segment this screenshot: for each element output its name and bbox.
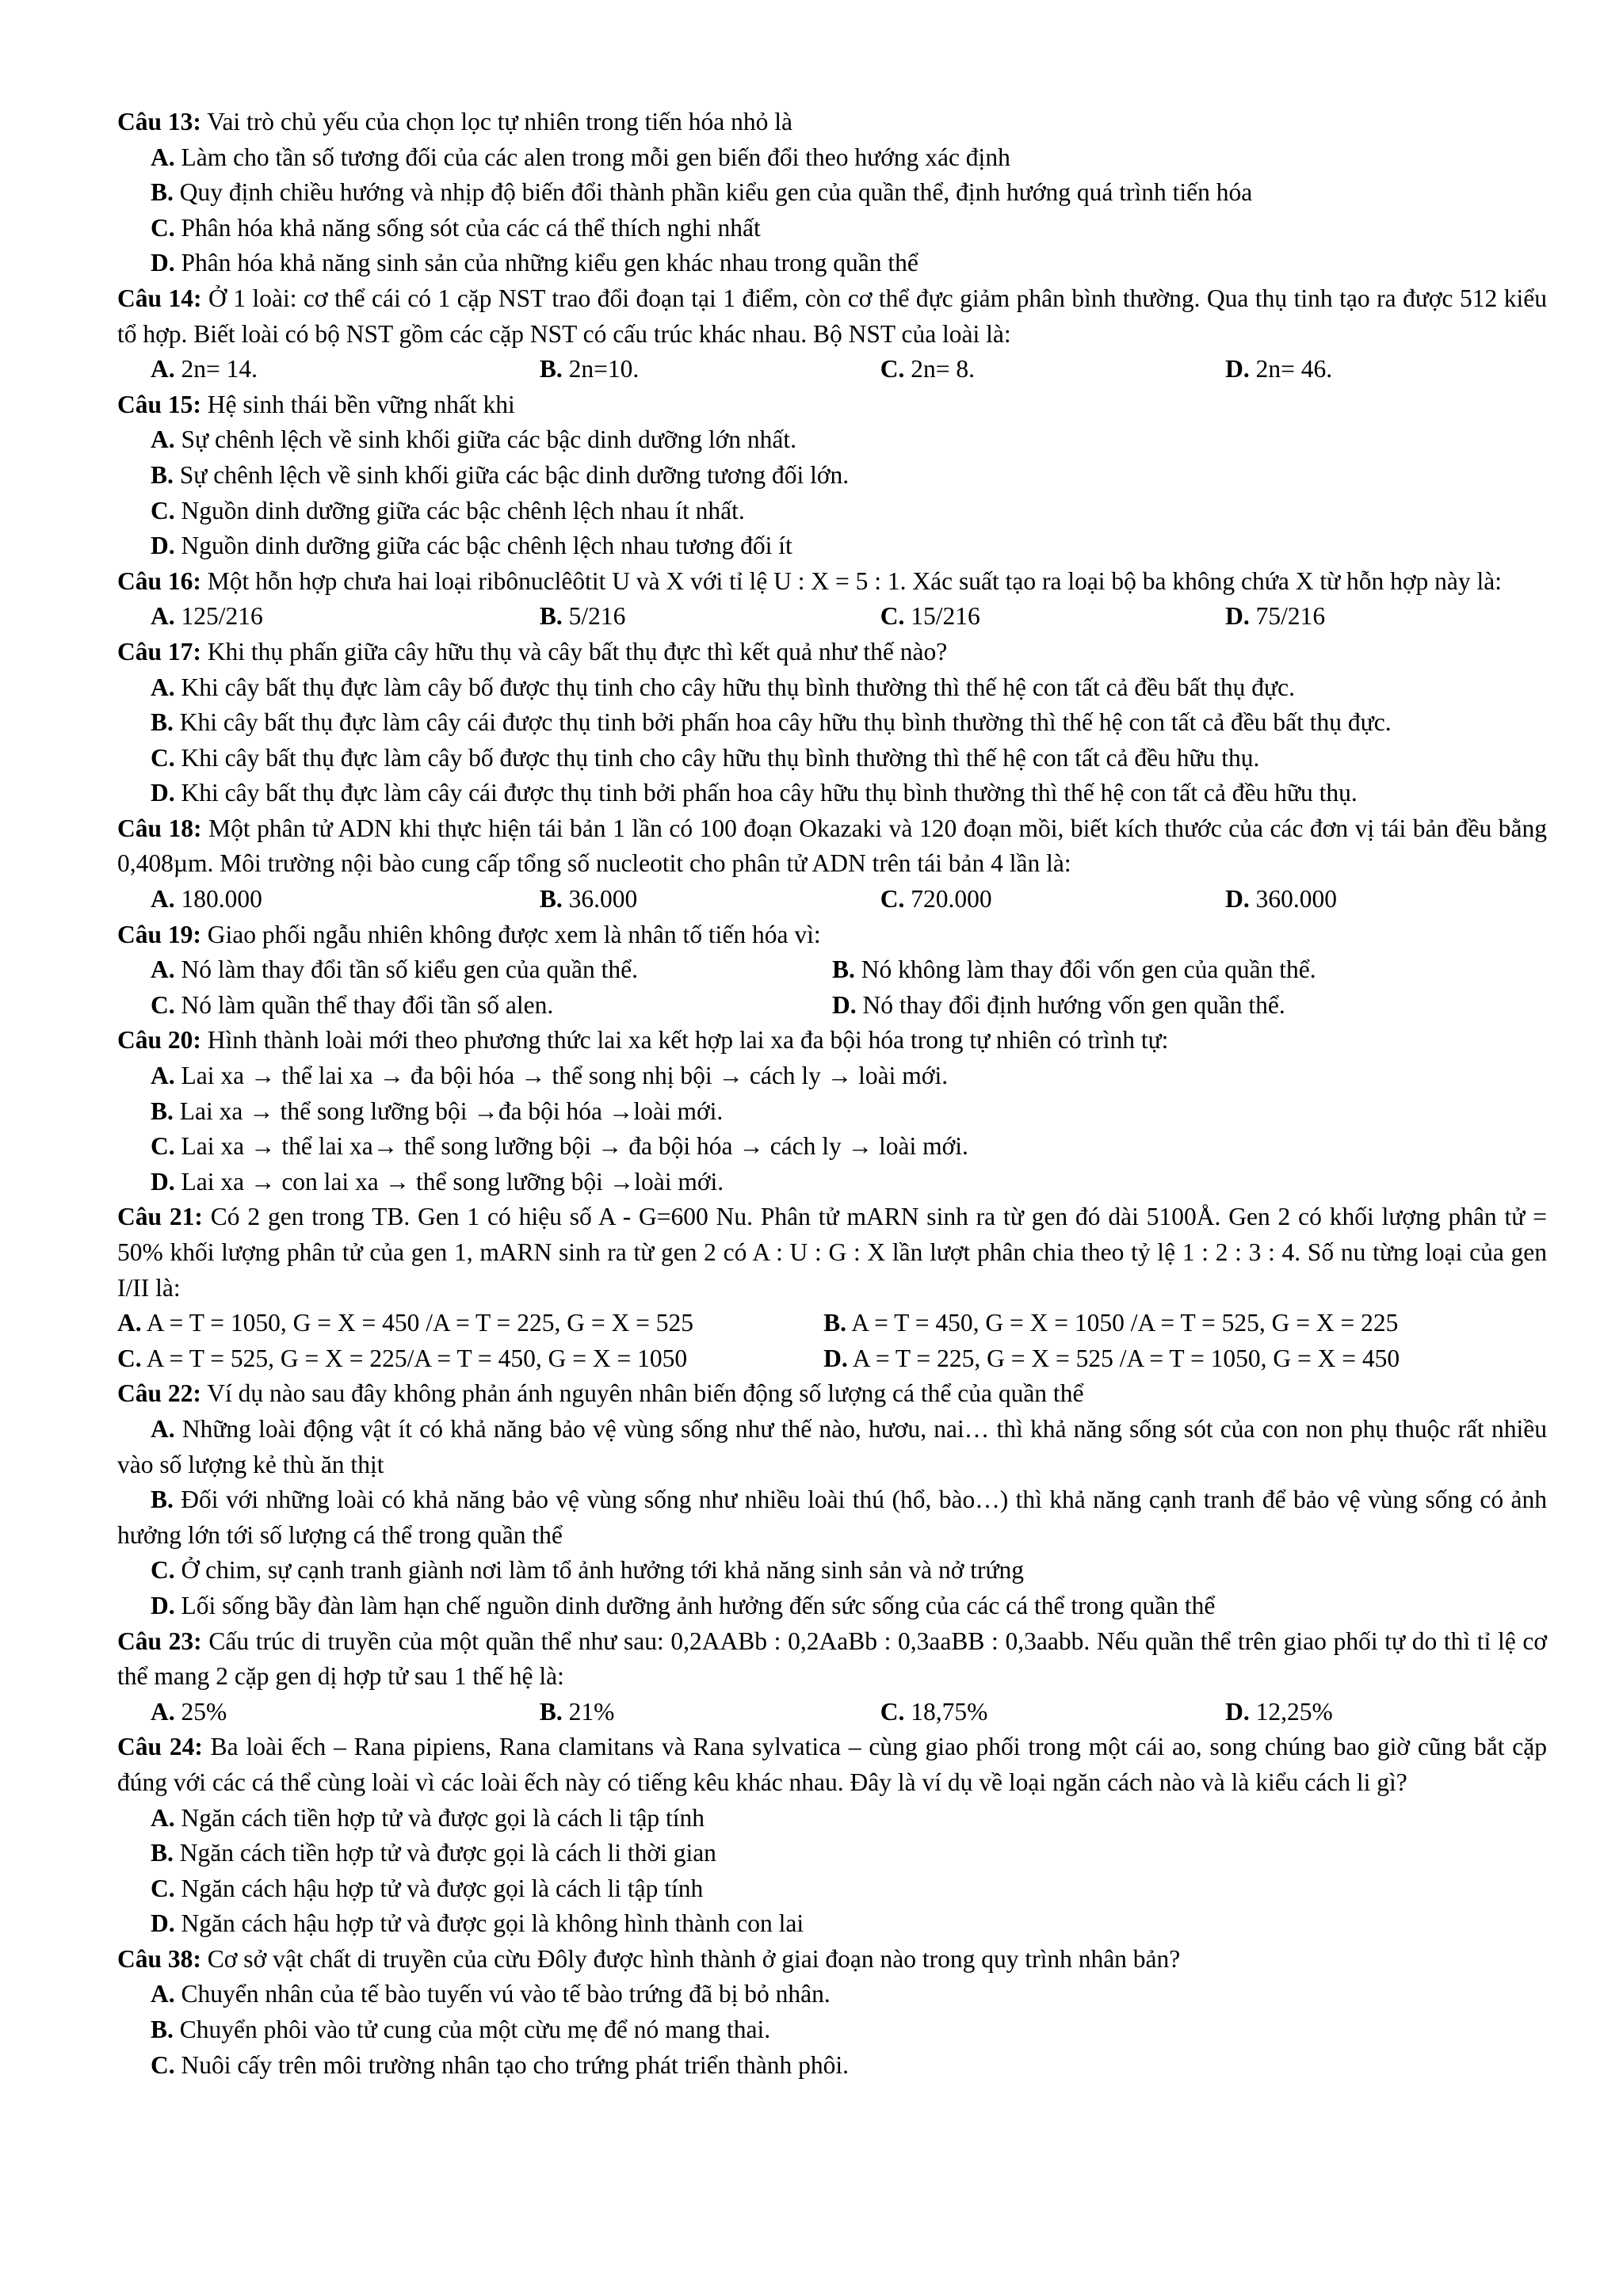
- option-text: 15/216: [904, 602, 980, 631]
- question-18-option-d: [1192, 882, 1547, 917]
- question-16-stem: [117, 564, 1547, 600]
- question-20-stem: [117, 1023, 1547, 1058]
- question-23-stem: [117, 1624, 1547, 1695]
- option-text: Sự chênh lệch về sinh khối giữa các bậc dinh dưỡng tương đối lớn.: [173, 460, 850, 489]
- question-24: [117, 1730, 1547, 1942]
- option-text: 360.000: [1249, 885, 1337, 913]
- option-letter: D.: [1225, 1697, 1250, 1726]
- option-text: 5/216: [562, 602, 626, 631]
- question-38-stem: [117, 1942, 1547, 1978]
- option-text: Nó thay đổi định hướng vốn gen quần thể.: [856, 990, 1285, 1019]
- option-letter: B.: [151, 1839, 174, 1867]
- option-text: Lối sống bầy đàn làm hạn chế nguồn dinh dưỡng ảnh hưởng đến sức sống của các cá thể trong quần thể: [174, 1591, 1216, 1619]
- question-22-number: Câu 22:: [117, 1379, 201, 1408]
- question-18-option-b: [506, 882, 847, 917]
- option-text: Khi cây bất thụ đực làm cây cái được thụ tinh bởi phấn hoa cây hữu thụ bình thường thì thế hệ con tất cả đều bất thụ đực.: [173, 708, 1392, 737]
- question-16: [117, 564, 1547, 635]
- option-text: Quy định chiều hướng và nhịp độ biến đổi thành phần kiểu gen của quần thể, định hướng quá trình tiến hóa: [173, 178, 1253, 207]
- question-19-options-row-1: [117, 952, 1547, 988]
- question-24-option-c: [117, 1871, 1547, 1907]
- question-18-option-a: [117, 882, 506, 917]
- question-20-text: Hình thành loài mới theo phương thức lai xa kết hợp lai xa đa bội hóa trong tự nhiên có trình tự:: [200, 1026, 1169, 1055]
- question-17-option-d: [117, 776, 1547, 811]
- option-text: 12,25%: [1249, 1697, 1333, 1726]
- option-letter: A.: [151, 1414, 175, 1443]
- question-22: [117, 1376, 1547, 1623]
- question-19-number: Câu 19:: [117, 920, 201, 948]
- question-15-option-b: [117, 458, 1547, 494]
- question-14-stem: [117, 281, 1547, 352]
- question-21-options-row-1: [117, 1306, 1547, 1341]
- option-letter: B.: [539, 885, 563, 913]
- option-text: Khi cây bất thụ đực làm cây cái được thụ tinh bởi phấn hoa cây hữu thụ bình thường thì thế hệ con tất cả đều hữu thụ.: [174, 779, 1358, 807]
- option-letter: A.: [117, 1309, 142, 1337]
- question-38-number: Câu 38:: [117, 1944, 201, 1973]
- question-17-text: Khi thụ phấn giữa cây hữu thụ và cây bất thụ đực thì kết quả như thế nào?: [200, 637, 948, 666]
- option-letter: C.: [117, 1344, 142, 1372]
- option-letter: A.: [151, 355, 175, 383]
- option-text: Những loài động vật ít có khả năng bảo vệ vùng sống như thế nào, hươu, nai… thì khả năng sống sót của con non phụ thuộc rất nhiều vào số lượng kẻ thù ăn thịt: [117, 1414, 1547, 1478]
- option-letter: B.: [151, 1486, 174, 1514]
- option-text: 2n= 46.: [1249, 355, 1333, 383]
- option-text: Lai xa → thể song lưỡng bội →đa bội hóa →loài mới.: [173, 1097, 724, 1125]
- question-17-option-b: [117, 705, 1547, 741]
- question-15-number: Câu 15:: [117, 390, 201, 418]
- question-23-option-b: [506, 1695, 847, 1730]
- option-letter: A.: [151, 1062, 175, 1090]
- question-13-option-c: [117, 211, 1547, 246]
- question-18-stem: [117, 811, 1547, 882]
- question-19-options-row-2: [117, 988, 1547, 1024]
- option-letter: D.: [832, 990, 857, 1019]
- question-15-option-a: [117, 422, 1547, 458]
- question-20: [117, 1023, 1547, 1199]
- option-text: 720.000: [904, 885, 992, 913]
- option-text: 180.000: [174, 885, 262, 913]
- option-letter: A.: [151, 673, 175, 701]
- option-letter: A.: [151, 143, 175, 171]
- option-text: Nó làm thay đổi tần số kiểu gen của quần thể.: [174, 955, 638, 984]
- option-letter: D.: [151, 1167, 175, 1196]
- option-letter: D.: [1225, 355, 1250, 383]
- option-text: Làm cho tần số tương đối của các alen trong mỗi gen biến đổi theo hướng xác định: [174, 143, 1010, 171]
- option-text: Phân hóa khả năng sinh sản của những kiểu gen khác nhau trong quần thể: [174, 249, 918, 277]
- option-letter: B.: [151, 178, 174, 207]
- option-letter: A.: [151, 1697, 175, 1726]
- question-16-option-b: [506, 599, 847, 635]
- option-text: 2n=10.: [562, 355, 640, 383]
- question-20-option-c: [117, 1129, 1547, 1165]
- question-17-stem: [117, 635, 1547, 670]
- question-20-number: Câu 20:: [117, 1026, 201, 1055]
- option-text: Khi cây bất thụ đực làm cây bố được thụ tinh cho cây hữu thụ bình thường thì thế hệ con tất cả đều bất thụ đực.: [174, 673, 1295, 701]
- question-22-stem: [117, 1376, 1547, 1412]
- option-text: A = T = 450, G = X = 1050 /A = T = 525, G = X = 225: [846, 1309, 1399, 1337]
- option-letter: D.: [151, 249, 175, 277]
- question-21-number: Câu 21:: [117, 1203, 203, 1231]
- question-23-option-d: [1192, 1695, 1547, 1730]
- question-14: [117, 281, 1547, 387]
- question-16-option-c: [847, 599, 1192, 635]
- question-14-options: [117, 352, 1547, 387]
- option-letter: A.: [151, 1803, 175, 1832]
- question-15-text: Hệ sinh thái bền vững nhất khi: [200, 390, 515, 418]
- question-18-option-c: [847, 882, 1192, 917]
- question-38: [117, 1942, 1547, 2083]
- question-23-option-a: [117, 1695, 506, 1730]
- question-21-options-row-2: [117, 1341, 1547, 1377]
- question-17-option-c: [117, 741, 1547, 776]
- option-text: Nó làm quần thể thay đổi tần số alen.: [174, 990, 554, 1019]
- question-38-option-a: [117, 1977, 1547, 2012]
- option-letter: C.: [880, 602, 905, 631]
- option-letter: D.: [151, 532, 175, 560]
- question-20-option-d: [117, 1165, 1547, 1200]
- question-14-option-a: [117, 352, 506, 387]
- option-letter: D.: [151, 1909, 175, 1938]
- option-text: Nguồn dinh dưỡng giữa các bậc chênh lệch nhau ít nhất.: [174, 496, 745, 524]
- question-22-option-c: [117, 1553, 1547, 1589]
- option-letter: D.: [823, 1344, 848, 1372]
- question-14-number: Câu 14:: [117, 284, 202, 312]
- option-text: 36.000: [562, 885, 638, 913]
- question-21: [117, 1199, 1547, 1376]
- question-14-text: Ở 1 loài: cơ thể cái có 1 cặp NST trao đổi đoạn tại 1 điểm, còn cơ thể đực giảm phân bình thường. Qua thụ tinh tạo ra được 512 kiểu tổ hợp. Biết loài có bộ NST gồm các cặp NST có cấu trúc khác nhau. Bộ NST của loài là:: [117, 284, 1547, 348]
- question-23-option-c: [847, 1695, 1192, 1730]
- option-text: 75/216: [1249, 602, 1326, 631]
- option-letter: B.: [832, 955, 855, 984]
- option-text: Nó không làm thay đổi vốn gen của quần thể.: [854, 955, 1316, 984]
- question-21-text: Có 2 gen trong TB. Gen 1 có hiệu số A - G=600 Nu. Phân tử mARN sinh ra từ gen đó dài 5100Å. Gen 2 có khối lượng phân tử = 50% khối lượng phân tử của gen 1, mARN sinh ra từ gen 2 có A : U : G : X lần lượt phân chia theo tỷ lệ 1 : 2 : 3 : 4. Số nu từng loại của gen I/II là:: [117, 1203, 1547, 1302]
- question-21-stem: [117, 1199, 1547, 1306]
- option-text: Ở chim, sự cạnh tranh giành nơi làm tổ ảnh hưởng tới khả năng sinh sản và nở trứng: [174, 1556, 1025, 1585]
- option-text: 18,75%: [904, 1697, 988, 1726]
- question-22-option-b: [117, 1482, 1547, 1553]
- question-20-option-b: [117, 1094, 1547, 1130]
- option-text: Đối với những loài có khả năng bảo vệ vùng sống như nhiều loài thú (hổ, bào…) thì khả năng cạnh tranh để bảo vệ vùng sống có ảnh hưởng lớn tới số lượng cá thể trong quần thể: [117, 1486, 1547, 1549]
- option-letter: C.: [151, 1556, 175, 1585]
- option-letter: A.: [151, 1980, 175, 2008]
- option-text: Ngăn cách tiền hợp tử và được gọi là cách li tập tính: [174, 1803, 705, 1832]
- option-letter: D.: [151, 779, 175, 807]
- question-13-option-d: [117, 246, 1547, 281]
- option-letter: C.: [151, 2050, 175, 2079]
- question-13-option-a: [117, 140, 1547, 176]
- question-23-options: [117, 1695, 1547, 1730]
- option-letter: C.: [151, 1874, 175, 1902]
- question-18-text: Một phân tử ADN khi thực hiện tái bản 1 lần có 100 đoạn Okazaki và 120 đoạn mồi, biết kích thước của các đơn vị tái bản đều bằng 0,408µm. Môi trường nội bào cung cấp tổng số nucleotit cho phân tử ADN trên tái bản 4 lần là:: [117, 814, 1548, 878]
- option-letter: B.: [539, 1697, 563, 1726]
- question-22-option-d: [117, 1589, 1547, 1624]
- question-17-number: Câu 17:: [117, 637, 201, 666]
- question-14-option-d: [1192, 352, 1547, 387]
- question-19-option-d: [832, 988, 1547, 1024]
- option-letter: A.: [151, 955, 175, 984]
- question-22-option-a: [117, 1412, 1547, 1482]
- question-24-stem: [117, 1730, 1547, 1800]
- question-23: [117, 1624, 1547, 1730]
- option-text: Lai xa → thể lai xa→ thể song lưỡng bội → đa bội hóa → cách ly → loài mới.: [174, 1132, 968, 1161]
- question-38-text: Cơ sở vật chất di truyền của cừu Đôly được hình thành ở giai đoạn nào trong quy trình nhân bản?: [200, 1944, 1181, 1973]
- question-38-option-b: [117, 2012, 1547, 2048]
- option-text: A = T = 1050, G = X = 450 /A = T = 225, G = X = 525: [141, 1309, 693, 1337]
- option-letter: B.: [151, 1097, 174, 1125]
- option-letter: C.: [151, 990, 175, 1019]
- option-text: Chuyển phôi vào tử cung của một cừu mẹ để nó mang thai.: [173, 2016, 771, 2044]
- question-19-stem: [117, 917, 1547, 953]
- question-19-option-a: [117, 952, 832, 988]
- option-letter: A.: [151, 425, 175, 454]
- question-13: [117, 105, 1547, 281]
- question-23-text: Cấu trúc di truyền của một quần thể như sau: 0,2AABb : 0,2AaBb : 0,3aaBB : 0,3aabb. Nếu quần thể trên giao phối tự do thì tỉ lệ cơ thể mang 2 cặp gen dị hợp tử sau 1 thế hệ là:: [117, 1627, 1547, 1691]
- question-16-option-a: [117, 599, 506, 635]
- question-14-option-c: [847, 352, 1192, 387]
- question-17: [117, 635, 1547, 811]
- question-16-options: [117, 599, 1547, 635]
- option-letter: D.: [151, 1591, 175, 1619]
- option-letter: B.: [151, 2016, 174, 2044]
- question-13-stem: [117, 105, 1547, 140]
- option-text: Chuyển nhân của tế bào tuyến vú vào tế bào trứng đã bị bỏ nhân.: [174, 1980, 831, 2008]
- option-text: 21%: [562, 1697, 615, 1726]
- option-text: A = T = 225, G = X = 525 /A = T = 1050, G = X = 450: [847, 1344, 1400, 1372]
- question-24-text: Ba loài ếch – Rana pipiens, Rana clamitans và Rana sylvatica – cùng giao phối trong một cái ao, song chúng bao giờ cũng bắt cặp đúng với các cá thể cùng loài vì các loài ếch này có tiếng kêu khác nhau. Đây là ví dụ về loại ngăn cách nào và là kiểu cách li gì?: [117, 1733, 1547, 1796]
- option-letter: A.: [151, 885, 175, 913]
- option-letter: A.: [151, 602, 175, 631]
- option-text: 2n= 14.: [174, 355, 258, 383]
- question-19: [117, 917, 1547, 1024]
- option-letter: B.: [823, 1309, 847, 1337]
- option-letter: B.: [151, 708, 174, 737]
- question-19-text: Giao phối ngẫu nhiên không được xem là nhân tố tiến hóa vì:: [200, 920, 821, 948]
- question-18: [117, 811, 1547, 917]
- question-15-option-d: [117, 528, 1547, 564]
- option-text: Sự chênh lệch về sinh khối giữa các bậc dinh dưỡng lớn nhất.: [174, 425, 796, 454]
- option-text: Khi cây bất thụ đực làm cây bố được thụ tinh cho cây hữu thụ bình thường thì thế hệ con tất cả đều hữu thụ.: [174, 743, 1260, 772]
- question-23-number: Câu 23:: [117, 1627, 202, 1655]
- question-24-number: Câu 24:: [117, 1733, 203, 1761]
- question-21-option-d: [823, 1341, 1400, 1377]
- question-22-text: Ví dụ nào sau đây không phản ánh nguyên nhân biến động số lượng cá thể của quần thể: [200, 1379, 1084, 1408]
- question-38-option-c: [117, 2048, 1547, 2084]
- question-18-number: Câu 18:: [117, 814, 202, 842]
- option-text: A = T = 525, G = X = 225/A = T = 450, G = X = 1050: [141, 1344, 688, 1372]
- option-text: 25%: [174, 1697, 227, 1726]
- question-15-stem: [117, 387, 1547, 423]
- option-text: Ngăn cách hậu hợp tử và được gọi là không hình thành con lai: [174, 1909, 804, 1938]
- question-21-option-c: [117, 1341, 823, 1377]
- question-13-text: Vai trò chủ yếu của chọn lọc tự nhiên trong tiến hóa nhỏ là: [200, 108, 792, 135]
- question-13-number: Câu 13:: [117, 108, 201, 135]
- option-letter: B.: [151, 460, 174, 489]
- question-15-option-c: [117, 494, 1547, 529]
- option-letter: C.: [880, 355, 905, 383]
- question-24-option-a: [117, 1801, 1547, 1836]
- option-text: Lai xa → thể lai xa → đa bội hóa → thể song nhị bội → cách ly → loài mới.: [174, 1062, 949, 1090]
- option-text: Phân hóa khả năng sống sót của các cá thể thích nghi nhất: [174, 213, 761, 242]
- option-letter: C.: [151, 743, 175, 772]
- question-19-option-b: [832, 952, 1547, 988]
- question-14-option-b: [506, 352, 847, 387]
- option-text: Lai xa → con lai xa → thể song lưỡng bội →loài mới.: [174, 1167, 724, 1196]
- option-letter: B.: [539, 602, 563, 631]
- option-letter: C.: [151, 496, 175, 524]
- option-text: Ngăn cách hậu hợp tử và được gọi là cách li tập tính: [174, 1874, 704, 1902]
- question-13-option-b: [117, 175, 1547, 211]
- question-16-number: Câu 16:: [117, 566, 201, 595]
- question-21-option-a: [117, 1306, 823, 1341]
- option-text: Ngăn cách tiền hợp tử và được gọi là cách li thời gian: [173, 1839, 716, 1867]
- option-text: Nguồn dinh dưỡng giữa các bậc chênh lệch nhau tương đối ít: [174, 532, 792, 560]
- question-19-option-c: [117, 988, 832, 1024]
- option-text: 2n= 8.: [904, 355, 976, 383]
- option-letter: B.: [539, 355, 563, 383]
- question-16-option-d: [1192, 599, 1547, 635]
- question-24-option-d: [117, 1906, 1547, 1942]
- option-letter: D.: [1225, 602, 1250, 631]
- option-letter: C.: [151, 213, 175, 242]
- option-text: 125/216: [174, 602, 263, 631]
- option-letter: C.: [880, 1697, 905, 1726]
- question-16-text: Một hỗn hợp chưa hai loại ribônuclêôtit U và X với tỉ lệ U : X = 5 : 1. Xác suất tạo ra loại bộ ba không chứa X từ hỗn hợp này là:: [200, 566, 1503, 595]
- option-text: Nuôi cấy trên môi trường nhân tạo cho trứng phát triển thành phôi.: [174, 2050, 849, 2079]
- option-letter: D.: [1225, 885, 1250, 913]
- question-15: [117, 387, 1547, 564]
- question-18-options: [117, 882, 1547, 917]
- option-letter: C.: [880, 885, 905, 913]
- question-17-option-a: [117, 670, 1547, 706]
- option-letter: C.: [151, 1132, 175, 1161]
- question-24-option-b: [117, 1836, 1547, 1871]
- question-20-option-a: [117, 1058, 1547, 1094]
- question-21-option-b: [823, 1306, 1398, 1341]
